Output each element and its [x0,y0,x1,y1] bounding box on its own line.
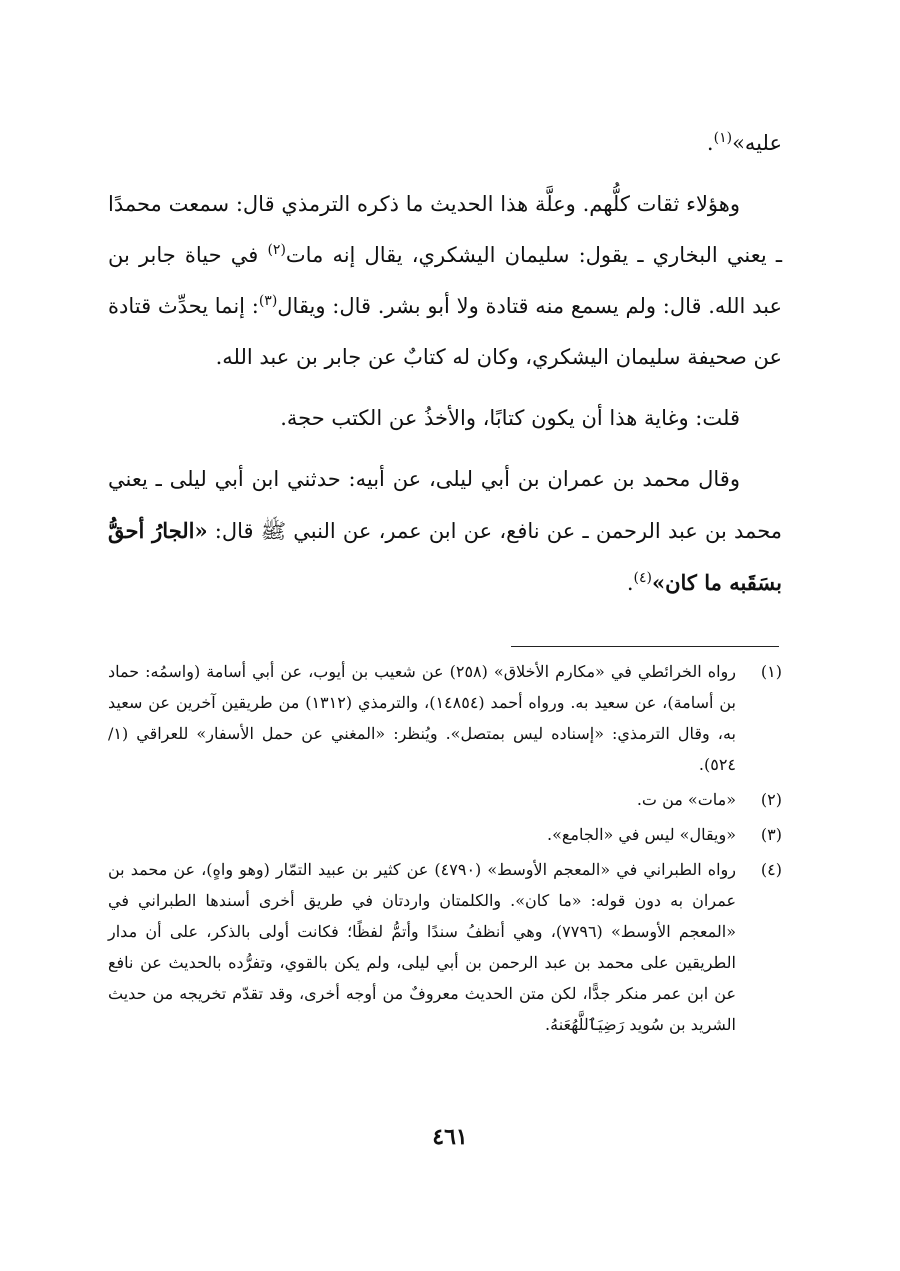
footnote-1 [108,656,782,780]
footnote-4 [108,854,782,1040]
paragraph-hadith [108,454,782,609]
footnote-text: رواه الخرائطي في «مكارم الأخلاق» (٢٥٨) عن شعيب بن أيوب، عن أبي أسامة (واسمُه: حماد بن أسامة)، عن سعيد به. ورواه أحمد (١٤٨٥٤)، والترمذي (١٣١٢) من طريقين آخرين عن سعيد به، وقال الترمذي: «إسناده ليس بمتصل». ويُنظر: «المغني عن حمل الأسفار» للعراقي (١/ ٥٢٤). [108,662,736,774]
paragraph-narrators [108,179,782,383]
paragraph-end: . [626,571,634,595]
footnote-text: «ويقال» ليس في «الجامع». [547,825,736,844]
paragraph-end: . [706,131,714,155]
footnote-separator [511,646,779,647]
footnote-ref-1[interactable]: (١) [713,130,733,146]
paragraph-text-b: في حياة جابر بن عبد الله. قال: ولم يسمع منه قتادة ولا أبو بشر. قال: ويقال [108,243,782,318]
footnote-ref-3[interactable]: (٣) [258,293,278,309]
footnote-number: (٢) [760,790,782,809]
footnote-number: (٣) [760,825,782,844]
paragraph-text-a: وهؤلاء ثقات كلُّهم. وعلَّة هذا الحديث ما ذكره الترمذي قال: سمعت محمدًا ـ يعني البخاري ـ يقول: سليمان اليشكري، يقال إنه مات [108,192,782,267]
footnote-text: «مات» من ت. [636,790,736,809]
page-number: ٤٦١ [432,1124,468,1150]
paragraph-text: قلت: وغاية هذا أن يكون كتابًا، والأخذُ عن الكتب حجة. [280,406,740,430]
paragraph-text-a: وقال محمد بن عمران بن أبي ليلى، عن أبيه: حدثني ابن أبي ليلى ـ يعني محمد بن عبد الرحمن ـ عن نافع، عن ابن عمر، عن النبي ﷺ قال: [108,467,782,543]
main-text [108,118,782,619]
footnote-number: (١) [760,662,782,681]
paragraph-continuation [108,118,782,169]
footnote-2 [108,784,782,815]
footnote-ref-2[interactable]: (٢) [267,242,286,258]
hadith-quote: «الجارُ أحقُّ بسَقَبه ما كان» [108,518,782,595]
paragraph-text: عليه» [732,131,782,155]
footnote-ref-4[interactable]: (٤) [633,570,652,586]
paragraph-text-c: : إنما يحدِّث قتادة عن صحيفة سليمان اليشكري، وكان له كتابٌ عن جابر بن عبد الله. [108,294,782,369]
footnotes-section [108,656,782,1044]
footnote-3 [108,819,782,850]
footnote-number: (٤) [760,860,782,879]
paragraph-comment [108,393,782,444]
footnote-text: رواه الطبراني في «المعجم الأوسط» (٤٧٩٠) عن كثير بن عبيد التمّار (وهو واهٍ)، عن محمد بن عمران به دون قوله: «ما كان». والكلمتان واردتان في طريق أخرى أسندها الطبراني في «المعجم الأوسط» (٧٧٩٦)، وهي أنظفُ سندًا وأتمُّ لفظًا؛ فكانت أولى بالذكر، على أن مدار الطريقين على محمد بن عبد الرحمن بن أبي ليلى، ولم يكن بالقوي، وتفرُّده بالحديث عن نافع عن ابن عمر منكر جدًّا، لكن متن الحديث معروفٌ من أوجه أخرى، وقد تقدّم تخريجه من حديث الشريد بن سُويد رَضِيَٱللَّهُعَنهُ. [108,860,737,1034]
